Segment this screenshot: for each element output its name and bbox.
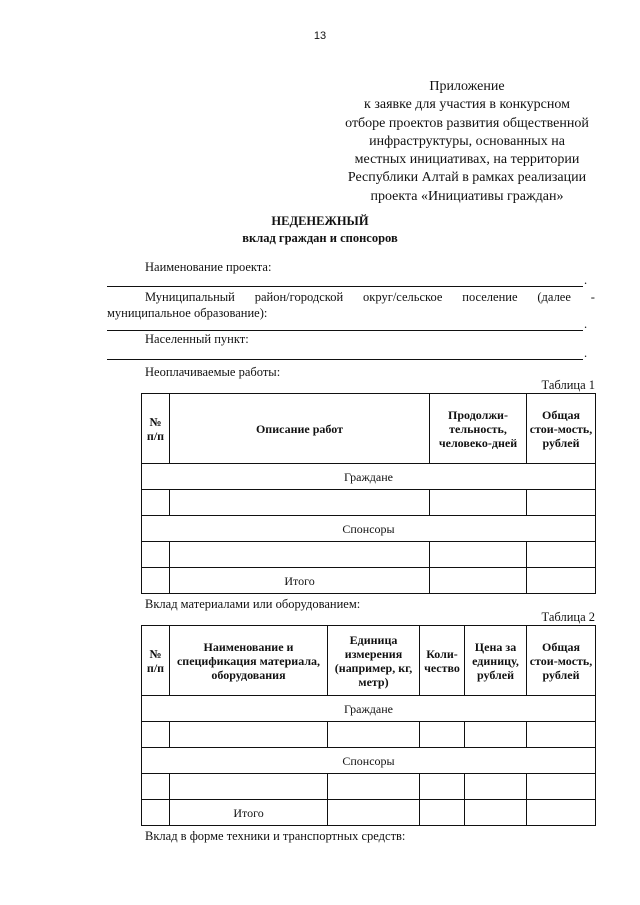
table-cell: [328, 722, 420, 748]
table-cell: [527, 542, 596, 568]
project-name-label: Наименование проекта:: [145, 260, 272, 274]
table-row: [142, 722, 596, 748]
table-cell: [142, 542, 170, 568]
section-sponsors: Спонсоры: [142, 516, 596, 542]
appendix-title: Приложение: [429, 79, 505, 94]
header-material-name: Наименование и спецификация материала, оборудования: [170, 626, 328, 696]
table-row: [142, 774, 596, 800]
table-cell: [420, 800, 465, 826]
municipality-line: [107, 316, 583, 331]
table-total-row: [142, 568, 596, 594]
table-cell: [465, 800, 527, 826]
table-cell: [527, 800, 596, 826]
heading-title: НЕДЕНЕЖНЫЙ: [271, 214, 369, 228]
table-cell: [465, 722, 527, 748]
section-citizens: Граждане: [142, 464, 596, 490]
locality-line: [107, 345, 583, 360]
table-cell: [465, 774, 527, 800]
table-cell: [170, 542, 430, 568]
header-description: Описание работ: [170, 394, 430, 464]
table-cell: [420, 774, 465, 800]
table-row: [142, 490, 596, 516]
unpaid-work-label: Неоплачиваемые работы:: [145, 365, 281, 379]
document-heading: [0, 213, 640, 247]
table-cell: [170, 774, 328, 800]
appendix-line: к заявке для участия в конкурсном: [364, 97, 570, 113]
appendix-line: местных инициативах, на территории: [354, 152, 580, 168]
table-section-row: [142, 516, 596, 542]
appendix-line: инфраструктуры, основанных на: [369, 133, 565, 149]
appendix-line: отборе проектов развития общественной: [345, 115, 589, 131]
table-cell: [142, 722, 170, 748]
section-citizens: Граждане: [142, 696, 596, 722]
table-cell: [170, 490, 430, 516]
table-header-row: [142, 626, 596, 696]
table-cell: [420, 722, 465, 748]
total-label: Итого: [170, 800, 328, 826]
header-number: № п/п: [142, 626, 170, 696]
table-cell: [328, 774, 420, 800]
line-end-dot: .: [584, 317, 588, 331]
header-quantity: Коли-чество: [420, 626, 465, 696]
table-cell: [430, 568, 527, 594]
appendix-line: проекта «Инициативы граждан»: [370, 188, 564, 204]
table-cell: [527, 490, 596, 516]
table-cell: [430, 542, 527, 568]
header-unit-price: Цена за единицу, рублей: [465, 626, 527, 696]
table-unpaid-work: [141, 393, 596, 594]
table2-caption: Таблица 2: [541, 610, 595, 624]
table1-caption: Таблица 1: [541, 378, 595, 392]
header-number: № п/п: [142, 394, 170, 464]
appendix-block: [322, 78, 612, 206]
municipality-label-cont: муниципальное образование):: [107, 306, 268, 320]
table-section-row: [142, 748, 596, 774]
line-end-dot: .: [584, 346, 588, 360]
header-unit: Единица измерения (например, кг, метр): [328, 626, 420, 696]
table-cell: [430, 490, 527, 516]
header-duration: Продолжи-тельность, человеко-дней: [430, 394, 527, 464]
line-end-dot: .: [584, 273, 588, 287]
table-cell: [142, 490, 170, 516]
table-row: [142, 542, 596, 568]
table-cell: [527, 774, 596, 800]
table-cell: [142, 800, 170, 826]
table-section-row: [142, 696, 596, 722]
table-header-row: [142, 394, 596, 464]
appendix-line: Республики Алтай в рамках реализации: [347, 170, 587, 186]
table-cell: [527, 568, 596, 594]
table-cell: [328, 800, 420, 826]
project-name-line: [107, 272, 583, 287]
section-sponsors: Спонсоры: [142, 748, 596, 774]
page-number: 13: [313, 30, 327, 42]
table-cell: [142, 774, 170, 800]
vehicles-label: Вклад в форме техники и транспортных средств:: [145, 829, 406, 843]
header-total-cost: Общая стои-мость, рублей: [527, 394, 596, 464]
table-cell: [170, 722, 328, 748]
total-label: Итого: [170, 568, 430, 594]
table-section-row: [142, 464, 596, 490]
table-materials: [141, 625, 596, 826]
locality-label: Населенный пункт:: [145, 332, 249, 346]
heading-subtitle: вклад граждан и спонсоров: [242, 231, 398, 245]
table-cell: [527, 722, 596, 748]
table-total-row: [142, 800, 596, 826]
table-cell: [142, 568, 170, 594]
municipality-label: Муниципальный район/городской округ/сельское поселение (далее -: [145, 290, 595, 304]
header-total-cost: Общая стои-мость, рублей: [527, 626, 596, 696]
materials-label: Вклад материалами или оборудованием:: [145, 597, 361, 611]
